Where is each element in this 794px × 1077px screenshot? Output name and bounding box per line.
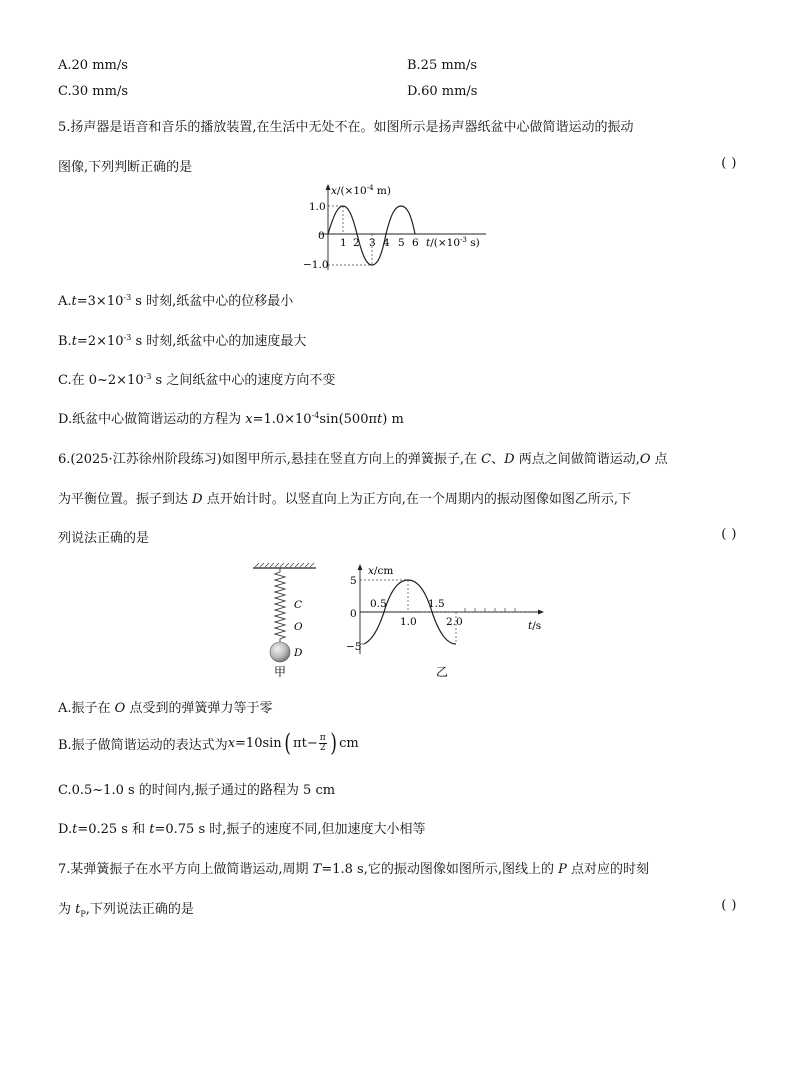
q6-option-a: A.振子在 O 点受到的弹簧弹力等于零: [58, 701, 273, 716]
q5-y-axis-label: $x/(\times 10^{-4}$ m): [331, 184, 391, 197]
q5-x-tick-5: 5: [398, 237, 405, 249]
q5-x-axis-label: $t/(\times 10^{-3}$ s): [426, 236, 480, 249]
q6-stem-line3: 列说法正确的是: [58, 531, 150, 546]
q6-tick-1.0: 1.0: [400, 616, 417, 628]
oscillator-ball: [270, 642, 290, 662]
q5-y-max-label: 1.0: [309, 201, 326, 213]
q5-option-d: D.纸盆中心做简谐运动的方程为 $x=1.0\times 10^{-4}\sin(500\pi t)$ m: [58, 411, 404, 427]
right-paren: ): [330, 729, 337, 757]
q6-tick-2.0: 2.0: [446, 616, 463, 628]
ceiling-hatch: [255, 563, 314, 567]
q5-y-min-label: −1.0: [303, 259, 329, 271]
q6-origin-label: 0: [350, 608, 357, 620]
q5-x-tick-2: 2: [353, 237, 360, 249]
q5-option-b: $B.t=2\times 10^{-3}$ s 时刻,纸盆中心的加速度最大: [58, 333, 307, 349]
q5-x-tick-4: 4: [383, 237, 390, 249]
q5-option-c: C.在 $0\sim 2\times 10^{-3}$ s 之间纸盆中心的速度方向不变: [58, 372, 336, 388]
prev-option-a: A.20 mm/s: [58, 58, 128, 73]
q6-y-neg-label: −5: [346, 641, 362, 653]
spring-coil: [275, 568, 285, 642]
q6-tick-1.5: 1.5: [428, 598, 445, 610]
q7-stem-line1: 7.某弹簧振子在水平方向上做简谐运动,周期 T=1.8 s,它的振动图像如图所示,图线上的 P 点对应的时刻: [58, 862, 650, 877]
q5-y-axis-arrow: [326, 184, 331, 190]
q5-answer-paren: ( ): [721, 156, 737, 171]
q6-stem-line2: 为平衡位置。振子到达 D 点开始计时。以竖直向上为正方向,在一个周期内的振动图像如图乙所示,下: [58, 492, 631, 507]
q6-x-axis-label: t/s: [528, 620, 542, 632]
q6-option-d: D.t=0.25 s 和 t=0.75 s 时,振子的速度不同,但加速度大小相等: [58, 822, 426, 837]
caption-jia: 甲: [274, 665, 287, 679]
caption-yi: 乙: [436, 665, 449, 679]
label-o: O: [294, 621, 303, 633]
left-paren: (: [284, 729, 291, 757]
q6-option-c: C.0.5~1.0 s 的时间内,振子通过的路程为 5 cm: [58, 783, 336, 798]
q6-y-pos-label: 5: [350, 575, 357, 587]
q5-x-tick-3: 3: [369, 237, 376, 249]
prev-option-c: C.30 mm/s: [58, 84, 128, 99]
pi-over-2-fraction: $\frac{\pi}{2}$: [319, 732, 326, 753]
prev-option-d: D.60 mm/s: [407, 84, 478, 99]
q6-x-axis-arrow: [538, 610, 544, 615]
label-d: D: [294, 647, 303, 659]
q5-x-tick-1: 1: [340, 237, 347, 249]
q6-tick-0.5: 0.5: [370, 598, 387, 610]
q7-answer-paren: ( ): [721, 898, 737, 913]
q6-spring-figure: [248, 562, 328, 682]
q7-stem-line2: 为 $t_P$,下列说法正确的是: [58, 902, 194, 919]
q5-option-a: $A.t=3\times 10^{-3}$ s 时刻,纸盆中心的位移最小: [58, 293, 294, 309]
q5-stem-line1: 5.扬声器是语音和音乐的播放装置,在生活中无处不在。如图所示是扬声器纸盆中心做简谐运动的振动: [58, 120, 634, 135]
q6-answer-paren: ( ): [721, 527, 737, 542]
label-c: C: [294, 599, 303, 611]
q6-option-b: B.振子做简谐运动的表达式为 x =10sin ( πt− $\frac{\pi}{2}$ ) cm: [58, 729, 359, 757]
prev-option-b: B.25 mm/s: [407, 58, 478, 73]
q6-y-axis-label: x/cm: [368, 565, 394, 577]
q6-y-axis-arrow: [358, 564, 363, 570]
q5-vibration-graph: [300, 180, 500, 276]
q6-stem-line1: 6.(2025·江苏徐州阶段练习)如图甲所示,悬挂在竖直方向上的弹簧振子,在 C、D 两点之间做简谐运动,O 点: [58, 452, 668, 467]
q5-origin-label: 0: [318, 230, 325, 242]
q6-vibration-graph: [340, 562, 550, 682]
q5-stem-line2: 图像,下列判断正确的是: [58, 160, 193, 175]
q5-x-tick-6: 6: [412, 237, 419, 249]
q5-sine-curve: [328, 206, 415, 265]
